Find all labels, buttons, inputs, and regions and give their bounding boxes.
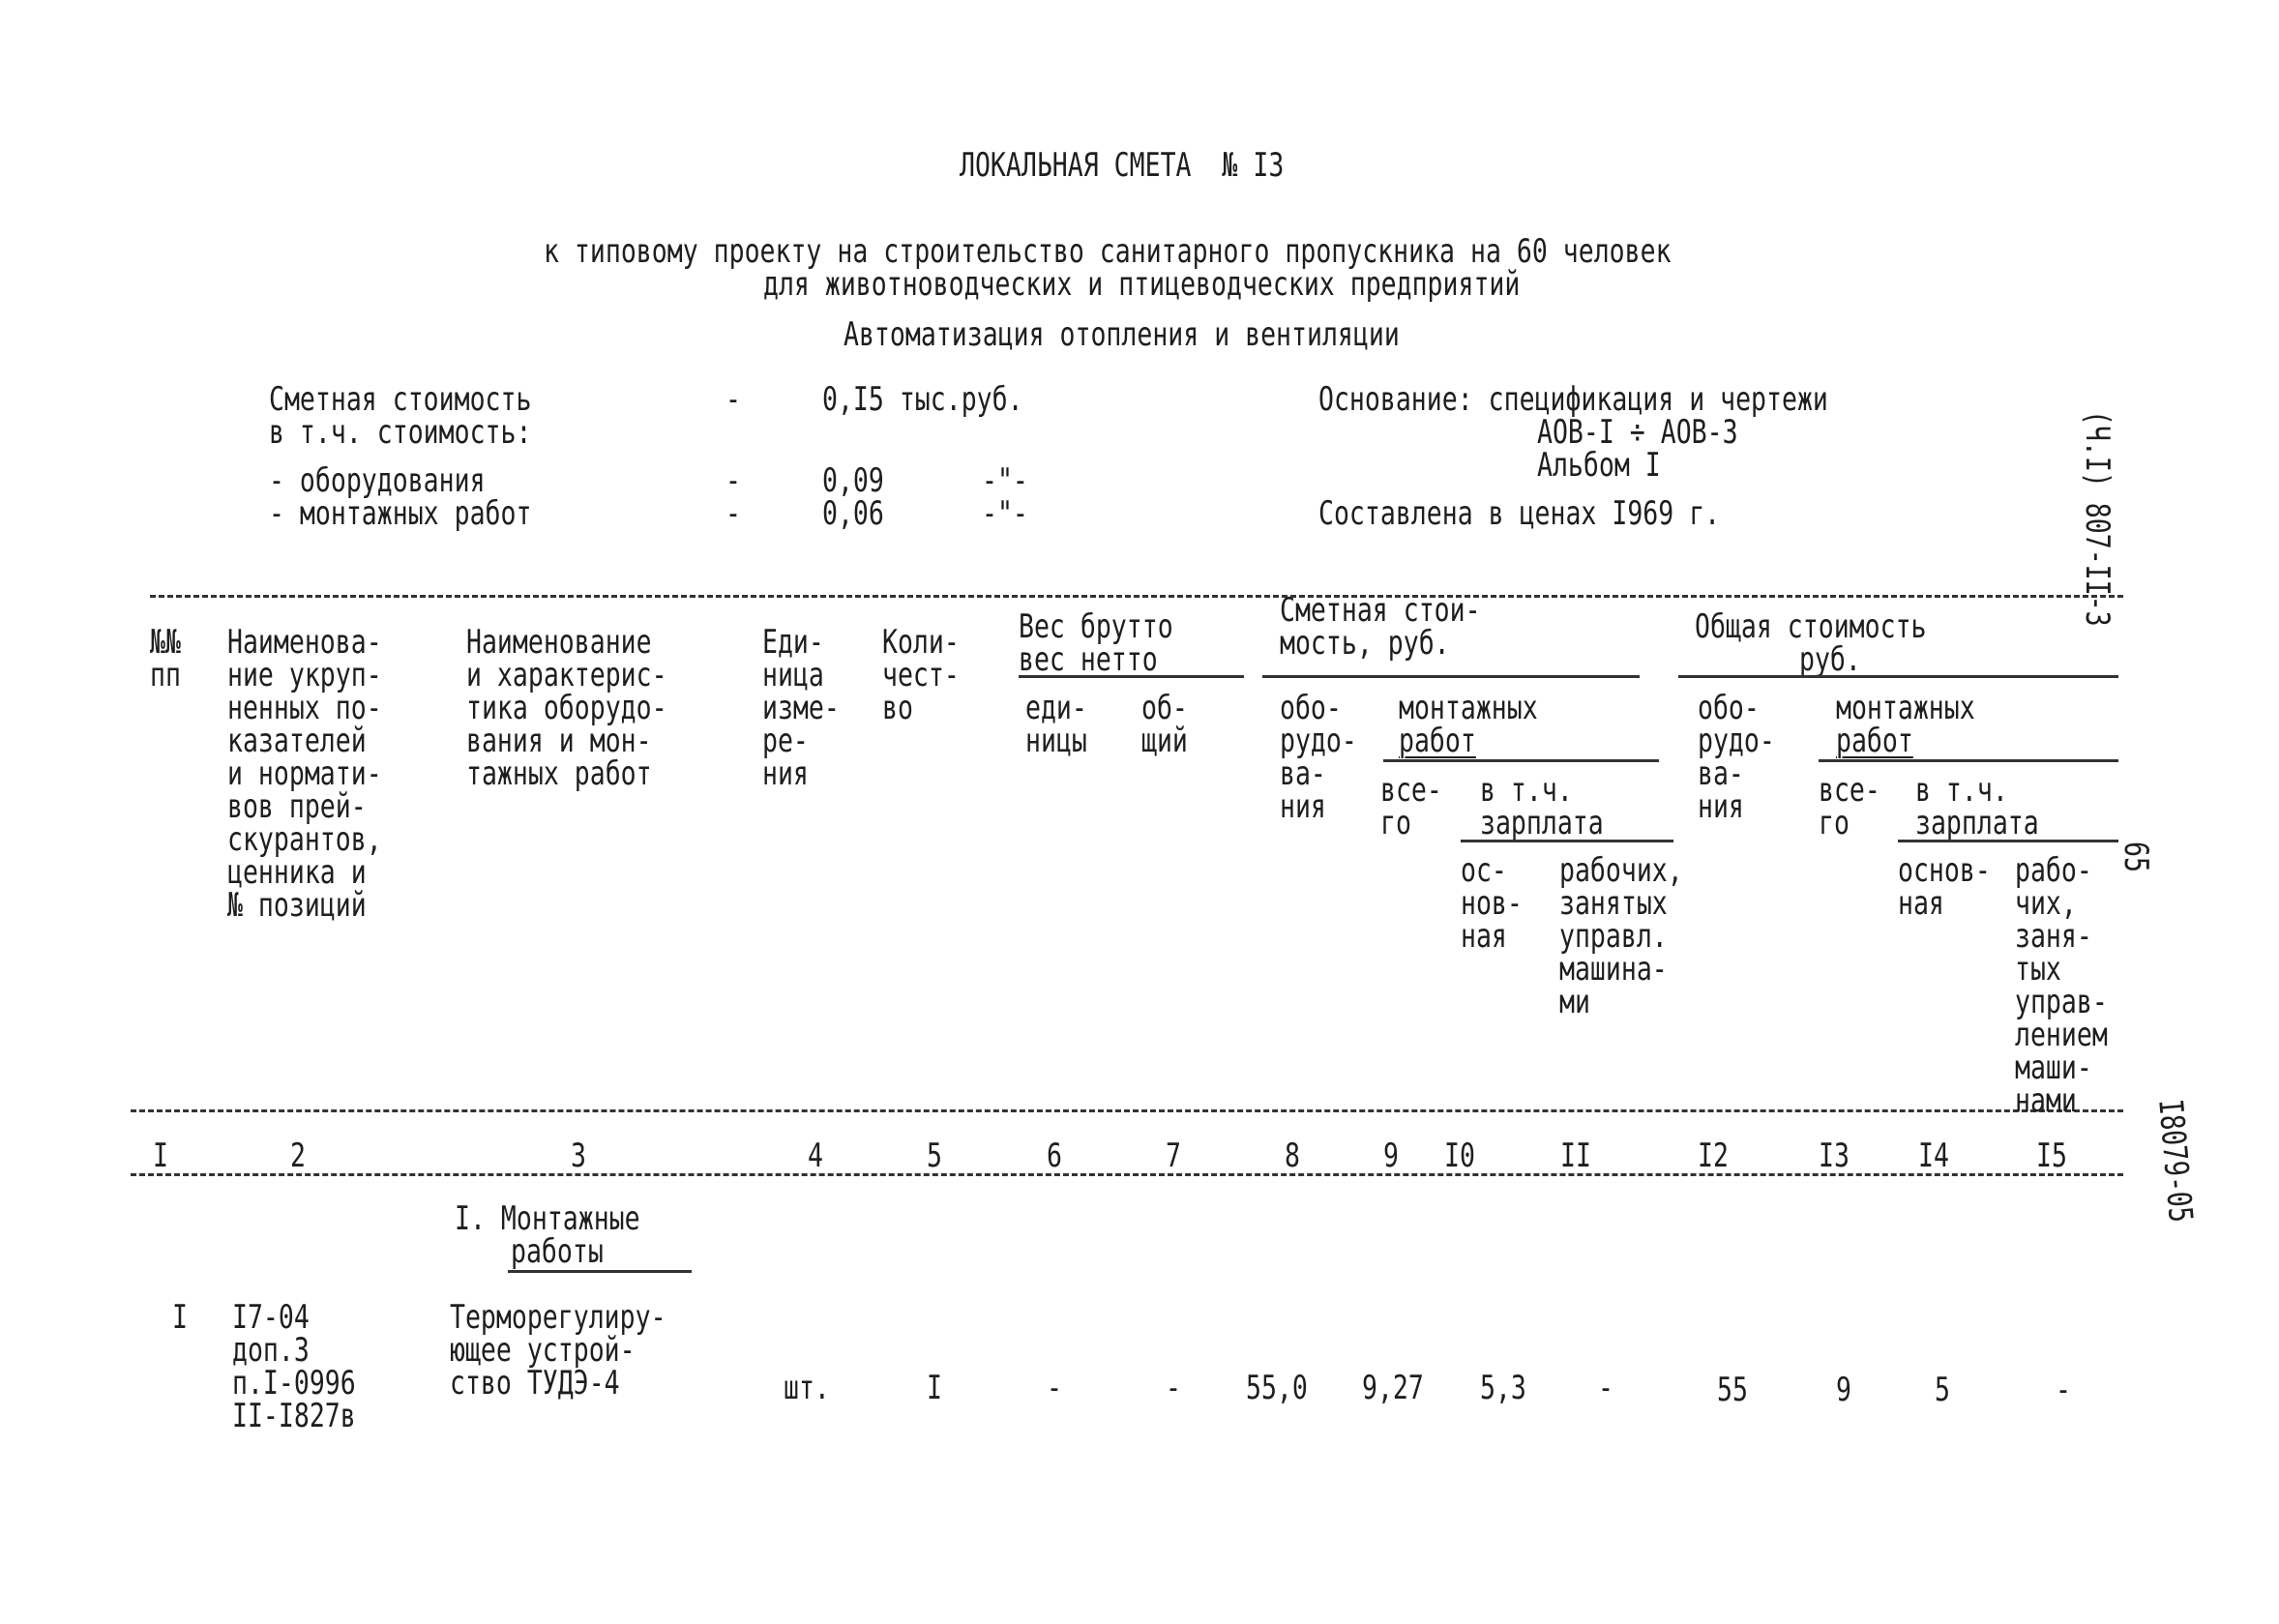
header-tot-montage-2: работ: [1836, 722, 1913, 760]
tot-montage-underline: [1819, 759, 2118, 762]
equipment-cost-dash: -: [725, 461, 741, 500]
column-number-10: I0: [1444, 1137, 1475, 1175]
row-tot-montage-total: 9: [1836, 1371, 1851, 1409]
document-subtitle-line2: для животноводческих и птицеводческих предприятий: [763, 265, 1521, 304]
montage-cost-label: - монтажных работ: [269, 494, 532, 533]
column-number-14: I4: [1918, 1137, 1949, 1175]
header-total-cost-1: Общая стоимость: [1695, 607, 1927, 646]
est-montage-underline: [1383, 759, 1659, 762]
column-number-8: 8: [1285, 1137, 1300, 1175]
header-tot-workers: рабо- чих, заня- тых управ- лением маши- нами: [2015, 851, 2108, 1120]
header-tot-incl: в т.ч.: [1915, 771, 2008, 810]
header-quantity: Коли- чест- во: [882, 623, 960, 727]
header-est-montage-2: работ: [1399, 722, 1476, 760]
row-est-equipment: 55,0: [1246, 1369, 1308, 1407]
estimated-cost-value: 0,I5 тыс.руб.: [822, 380, 1023, 419]
row-equipment-name: Терморегулиру- ющее устрой- ство ТУДЭ-4: [450, 1298, 666, 1403]
column-number-7: 7: [1166, 1137, 1181, 1175]
header-est-total: все- го: [1380, 771, 1442, 842]
column-number-6: 6: [1047, 1137, 1062, 1175]
header-tot-total: все- го: [1819, 771, 1880, 842]
section-heading-1: I. Монтажные: [455, 1199, 640, 1238]
prices-note: Составлена в ценах I969 г.: [1318, 494, 1721, 533]
header-tot-salary: зарплата: [1915, 804, 2039, 842]
column-number-5: 5: [927, 1137, 942, 1175]
including-cost-label: в т.ч. стоимость:: [269, 413, 532, 452]
total-cost-underline: [1678, 675, 2118, 678]
section-title: Автоматизация отопления и вентиляции: [844, 315, 1400, 354]
tot-salary-underline: [1898, 840, 2118, 842]
equipment-cost-value: 0,09: [822, 461, 884, 500]
header-total-cost-2: руб.: [1799, 640, 1861, 679]
row-est-salary-basic: 5,3: [1480, 1369, 1526, 1407]
row-unit: шт.: [784, 1369, 830, 1407]
est-salary-underline: [1461, 840, 1673, 842]
row-est-salary-workers: -: [1598, 1369, 1613, 1407]
header-row-number: №№ пп: [150, 623, 181, 694]
row-number: I: [172, 1298, 188, 1337]
header-est-incl: в т.ч.: [1480, 771, 1573, 810]
header-weight-total: об- щий: [1141, 689, 1188, 760]
estimated-cost-underline: [1262, 675, 1640, 678]
row-tot-equipment: 55: [1717, 1371, 1748, 1409]
section-heading-2: работы: [511, 1232, 604, 1271]
margin-page-number: 65: [2116, 842, 2155, 872]
column-number-11: II: [1560, 1137, 1591, 1175]
header-weight-unit: еди- ницы: [1025, 689, 1087, 760]
montage-cost-value: 0,06: [822, 494, 884, 533]
header-est-salary: зарплата: [1480, 804, 1604, 842]
header-est-workers: рабочих, занятых управл. машина- ми: [1559, 851, 1683, 1021]
column-number-2: 2: [290, 1137, 306, 1175]
header-tot-equipment: обо- рудо- ва- ния: [1698, 689, 1775, 826]
column-number-15: I5: [2036, 1137, 2067, 1175]
margin-stamp: I8079-05: [2150, 1097, 2201, 1225]
montage-cost-ditto: -"-: [982, 494, 1028, 533]
column-number-4: 4: [808, 1137, 823, 1175]
header-estimated-cost-2: мость, руб.: [1280, 624, 1450, 663]
row-weight-total: -: [1166, 1369, 1181, 1407]
equipment-cost-ditto: -"-: [982, 461, 1028, 500]
row-price-code: I7-04 доп.3 п.I-0996 II-I827в: [232, 1298, 356, 1435]
column-number-12: I2: [1698, 1137, 1729, 1175]
equipment-cost-label: - оборудования: [269, 461, 486, 500]
weight-underline: [1019, 675, 1244, 678]
table-top-rule: [150, 595, 2123, 598]
document-subtitle-line1: к типовому проекту на строительство санитарного пропускника на 60 человек: [544, 232, 1672, 271]
header-est-montage: монтажных: [1399, 689, 1538, 727]
header-est-equipment: обо- рудо- ва- ния: [1280, 689, 1357, 826]
cost-dash: -: [725, 380, 741, 419]
basis-line3: Альбом I: [1537, 446, 1661, 485]
header-weight-brutto: Вес брутто: [1019, 607, 1173, 646]
margin-project-code: (Ч.I) 807-II-3: [2078, 410, 2116, 627]
column-number-13: I3: [1819, 1137, 1850, 1175]
header-equipment-name: Наименование и характерис- тика оборудо- вания и мон- тажных работ: [466, 623, 667, 793]
column-number-9: 9: [1383, 1137, 1399, 1175]
header-tot-montage: монтажных: [1836, 689, 1975, 727]
row-quantity: I: [927, 1369, 942, 1407]
header-aggregated-indicators: Наименова- ние укруп- ненных по- казателей и нормати- вов прей- скурантов, ценника и № позиций: [227, 623, 382, 925]
estimated-cost-label: Сметная стоимость: [269, 380, 532, 419]
row-weight-unit: -: [1047, 1369, 1062, 1407]
montage-cost-dash: -: [725, 494, 741, 533]
basis-line1: Основание: спецификация и чертежи: [1318, 380, 1828, 419]
header-estimated-cost-1: Сметная стои-: [1280, 591, 1481, 630]
header-bottom-rule: [131, 1109, 2123, 1112]
row-est-montage-total: 9,27: [1362, 1369, 1424, 1407]
header-tot-basic: основ- ная: [1898, 851, 1991, 923]
row-tot-salary-basic: 5: [1935, 1371, 1950, 1409]
header-weight-netto: вес нетто: [1019, 640, 1158, 679]
header-unit: Еди- ница изме- ре- ния: [762, 623, 840, 793]
column-number-3: 3: [571, 1137, 586, 1175]
header-est-basic: ос- нов- ная: [1461, 851, 1523, 956]
row-tot-salary-workers: -: [2056, 1371, 2071, 1409]
section-heading-underline: [508, 1270, 692, 1273]
basis-line2: АОВ-I ÷ АОВ-3: [1537, 413, 1738, 452]
document-title: ЛОКАЛЬНАЯ СМЕТА № I3: [960, 146, 1285, 185]
column-number-1: I: [153, 1137, 168, 1175]
